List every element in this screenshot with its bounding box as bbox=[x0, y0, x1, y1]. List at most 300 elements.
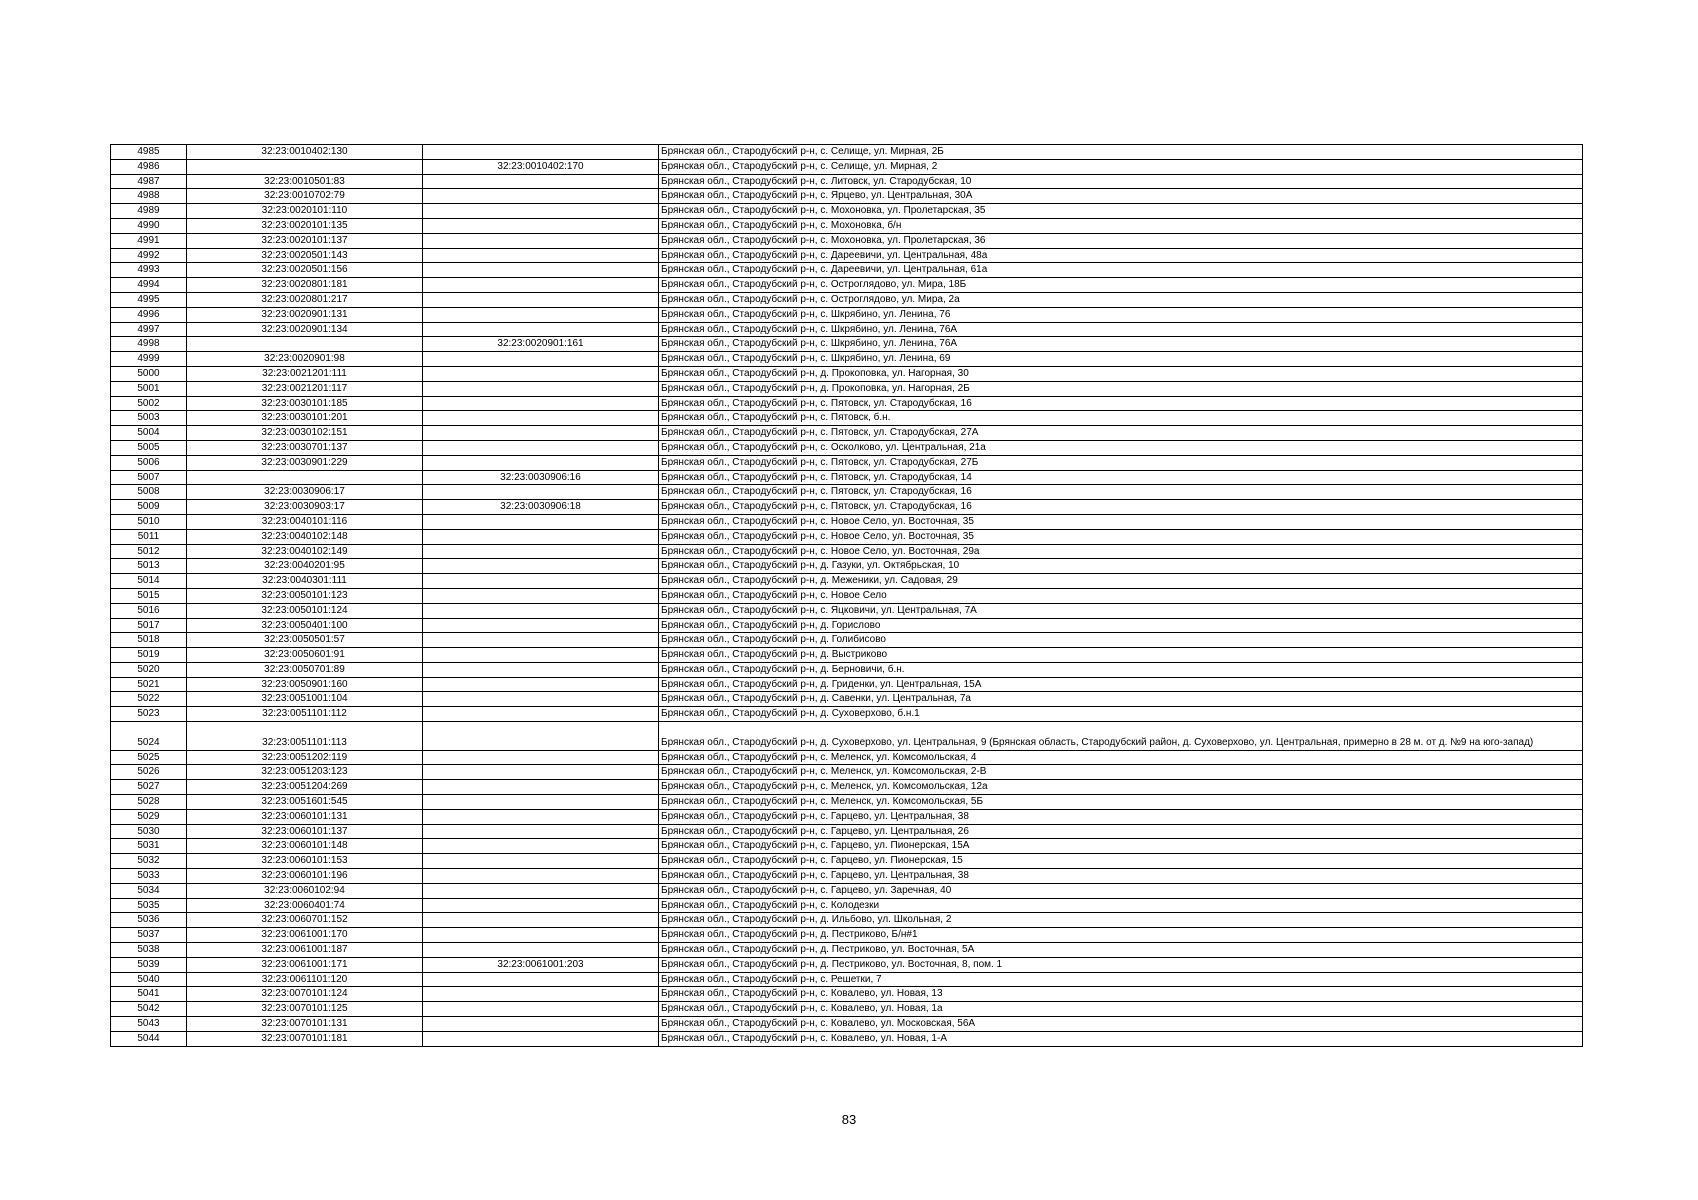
related-cadastral-number-cell bbox=[423, 263, 659, 278]
row-number-cell: 4997 bbox=[111, 322, 187, 337]
related-cadastral-number-cell bbox=[423, 352, 659, 367]
row-number-cell: 5040 bbox=[111, 972, 187, 987]
row-number-cell: 5020 bbox=[111, 662, 187, 677]
related-cadastral-number-cell bbox=[423, 809, 659, 824]
address-cell: Брянская обл., Стародубский р-н, с. Литовск, ул. Стародубская, 10 bbox=[659, 174, 1583, 189]
address-cell: Брянская обл., Стародубский р-н, д. Пестриково, ул. Восточная, 5А bbox=[659, 943, 1583, 958]
table-row bbox=[111, 574, 1583, 589]
related-cadastral-number-cell bbox=[423, 780, 659, 795]
related-cadastral-number-cell bbox=[423, 485, 659, 500]
address-cell: Брянская обл., Стародубский р-н, с. Новое Село, ул. Восточная, 29а bbox=[659, 544, 1583, 559]
row-number-cell: 5001 bbox=[111, 381, 187, 396]
address-cell: Брянская обл., Стародубский р-н, с. Пятовск, ул. Стародубская, 16 bbox=[659, 500, 1583, 515]
cadastral-number-cell: 32:23:0020801:217 bbox=[187, 292, 423, 307]
related-cadastral-number-cell bbox=[423, 839, 659, 854]
table-row bbox=[111, 189, 1583, 204]
related-cadastral-number-cell bbox=[423, 411, 659, 426]
address-cell: Брянская обл., Стародубский р-н, с. Шкрябино, ул. Ленина, 69 bbox=[659, 352, 1583, 367]
table-row bbox=[111, 559, 1583, 574]
cadastral-number-cell: 32:23:0051101:113 bbox=[187, 722, 423, 751]
cadastral-number-cell: 32:23:0051203:123 bbox=[187, 765, 423, 780]
row-number-cell: 5041 bbox=[111, 987, 187, 1002]
cadastral-number-cell: 32:23:0051204:269 bbox=[187, 780, 423, 795]
related-cadastral-number-cell bbox=[423, 648, 659, 663]
row-number-cell: 5013 bbox=[111, 559, 187, 574]
table-row bbox=[111, 159, 1583, 174]
cadastral-number-cell: 32:23:0061101:120 bbox=[187, 972, 423, 987]
table-row bbox=[111, 381, 1583, 396]
cadastral-number-cell: 32:23:0030701:137 bbox=[187, 440, 423, 455]
related-cadastral-number-cell bbox=[423, 307, 659, 322]
cadastral-number-cell: 32:23:0060101:131 bbox=[187, 809, 423, 824]
cadastral-number-cell: 32:23:0020101:137 bbox=[187, 233, 423, 248]
address-cell: Брянская обл., Стародубский р-н, д. Меженики, ул. Садовая, 29 bbox=[659, 574, 1583, 589]
table-row bbox=[111, 233, 1583, 248]
address-cell: Брянская обл., Стародубский р-н, с. Селище, ул. Мирная, 2 bbox=[659, 159, 1583, 174]
related-cadastral-number-cell bbox=[423, 559, 659, 574]
table-row bbox=[111, 943, 1583, 958]
address-cell: Брянская обл., Стародубский р-н, с. Меленск, ул. Комсомольская, 2-В bbox=[659, 765, 1583, 780]
table-row bbox=[111, 839, 1583, 854]
row-number-cell: 5042 bbox=[111, 1002, 187, 1017]
cadastral-number-cell: 32:23:0020801:181 bbox=[187, 278, 423, 293]
row-number-cell: 5026 bbox=[111, 765, 187, 780]
address-cell: Брянская обл., Стародубский р-н, с. Шкрябино, ул. Ленина, 76А bbox=[659, 322, 1583, 337]
table-row bbox=[111, 307, 1583, 322]
table-row bbox=[111, 514, 1583, 529]
table-row bbox=[111, 648, 1583, 663]
table-row bbox=[111, 292, 1583, 307]
cadastral-number-cell: 32:23:0070101:181 bbox=[187, 1031, 423, 1046]
related-cadastral-number-cell bbox=[423, 233, 659, 248]
address-cell: Брянская обл., Стародубский р-н, с. Остроглядово, ул. Мира, 2а bbox=[659, 292, 1583, 307]
table-row bbox=[111, 352, 1583, 367]
related-cadastral-number-cell bbox=[423, 455, 659, 470]
related-cadastral-number-cell bbox=[423, 824, 659, 839]
related-cadastral-number-cell bbox=[423, 707, 659, 722]
cadastral-number-cell bbox=[187, 159, 423, 174]
row-number-cell: 4991 bbox=[111, 233, 187, 248]
related-cadastral-number-cell bbox=[423, 987, 659, 1002]
table-row bbox=[111, 588, 1583, 603]
related-cadastral-number-cell bbox=[423, 529, 659, 544]
address-cell: Брянская обл., Стародубский р-н, с. Дареевичи, ул. Центральная, 61а bbox=[659, 263, 1583, 278]
table-row bbox=[111, 145, 1583, 160]
cadastral-number-cell: 32:23:0050501:57 bbox=[187, 633, 423, 648]
row-number-cell: 5010 bbox=[111, 514, 187, 529]
table-row bbox=[111, 440, 1583, 455]
related-cadastral-number-cell: 32:23:0020901:161 bbox=[423, 337, 659, 352]
related-cadastral-number-cell bbox=[423, 574, 659, 589]
table-row bbox=[111, 913, 1583, 928]
address-cell: Брянская обл., Стародубский р-н, с. Мохоновка, ул. Пролетарская, 36 bbox=[659, 233, 1583, 248]
row-number-cell: 4990 bbox=[111, 218, 187, 233]
address-cell: Брянская обл., Стародубский р-н, с. Гарцево, ул. Центральная, 38 bbox=[659, 809, 1583, 824]
related-cadastral-number-cell bbox=[423, 913, 659, 928]
address-cell: Брянская обл., Стародубский р-н, д. Прокоповка, ул. Нагорная, 30 bbox=[659, 366, 1583, 381]
row-number-cell: 5031 bbox=[111, 839, 187, 854]
related-cadastral-number-cell bbox=[423, 750, 659, 765]
address-cell: Брянская обл., Стародубский р-н, д. Гриденки, ул. Центральная, 15А bbox=[659, 677, 1583, 692]
address-cell: Брянская обл., Стародубский р-н, с. Осколково, ул. Центральная, 21а bbox=[659, 440, 1583, 455]
table-row bbox=[111, 662, 1583, 677]
row-number-cell: 5021 bbox=[111, 677, 187, 692]
row-number-cell: 5018 bbox=[111, 633, 187, 648]
table-row bbox=[111, 1031, 1583, 1046]
address-cell: Брянская обл., Стародубский р-н, с. Яцковичи, ул. Центральная, 7А bbox=[659, 603, 1583, 618]
table-row bbox=[111, 603, 1583, 618]
row-number-cell: 4999 bbox=[111, 352, 187, 367]
address-cell: Брянская обл., Стародубский р-н, с. Пятовск, ул. Стародубская, 27А bbox=[659, 426, 1583, 441]
table-row bbox=[111, 898, 1583, 913]
row-number-cell: 5009 bbox=[111, 500, 187, 515]
cadastral-number-cell: 32:23:0060401:74 bbox=[187, 898, 423, 913]
row-number-cell: 5023 bbox=[111, 707, 187, 722]
address-cell: Брянская обл., Стародубский р-н, с. Ковалево, ул. Новая, 1а bbox=[659, 1002, 1583, 1017]
related-cadastral-number-cell bbox=[423, 292, 659, 307]
related-cadastral-number-cell bbox=[423, 381, 659, 396]
address-cell: Брянская обл., Стародубский р-н, с. Новое Село, ул. Восточная, 35 bbox=[659, 529, 1583, 544]
table-row bbox=[111, 869, 1583, 884]
related-cadastral-number-cell bbox=[423, 322, 659, 337]
related-cadastral-number-cell bbox=[423, 189, 659, 204]
table-row bbox=[111, 1002, 1583, 1017]
cadastral-number-cell: 32:23:0051101:112 bbox=[187, 707, 423, 722]
related-cadastral-number-cell: 32:23:0030906:16 bbox=[423, 470, 659, 485]
related-cadastral-number-cell bbox=[423, 633, 659, 648]
row-number-cell: 4998 bbox=[111, 337, 187, 352]
address-cell: Брянская обл., Стародубский р-н, с. Остроглядово, ул. Мира, 18Б bbox=[659, 278, 1583, 293]
address-cell: Брянская обл., Стародубский р-н, с. Пятовск, ул. Стародубская, 27Б bbox=[659, 455, 1583, 470]
row-number-cell: 5027 bbox=[111, 780, 187, 795]
related-cadastral-number-cell bbox=[423, 928, 659, 943]
row-number-cell: 5039 bbox=[111, 957, 187, 972]
address-cell: Брянская обл., Стародубский р-н, с. Мохоновка, б/н bbox=[659, 218, 1583, 233]
cadastral-number-cell: 32:23:0010402:130 bbox=[187, 145, 423, 160]
related-cadastral-number-cell bbox=[423, 366, 659, 381]
table-row bbox=[111, 633, 1583, 648]
related-cadastral-number-cell bbox=[423, 972, 659, 987]
row-number-cell: 4992 bbox=[111, 248, 187, 263]
row-number-cell: 4988 bbox=[111, 189, 187, 204]
address-cell: Брянская обл., Стародубский р-н, д. Газуки, ул. Октябрьская, 10 bbox=[659, 559, 1583, 574]
row-number-cell: 4993 bbox=[111, 263, 187, 278]
row-number-cell: 5029 bbox=[111, 809, 187, 824]
table-row bbox=[111, 337, 1583, 352]
cadastral-number-cell: 32:23:0050701:89 bbox=[187, 662, 423, 677]
address-cell: Брянская обл., Стародубский р-н, д. Прокоповка, ул. Нагорная, 2Б bbox=[659, 381, 1583, 396]
cadastral-number-cell: 32:23:0060101:148 bbox=[187, 839, 423, 854]
table-row bbox=[111, 322, 1583, 337]
row-number-cell: 5025 bbox=[111, 750, 187, 765]
cadastral-number-cell: 32:23:0040201:95 bbox=[187, 559, 423, 574]
cadastral-number-cell: 32:23:0010702:79 bbox=[187, 189, 423, 204]
cadastral-number-cell: 32:23:0070101:124 bbox=[187, 987, 423, 1002]
row-number-cell: 5034 bbox=[111, 883, 187, 898]
cadastral-number-cell: 32:23:0040102:148 bbox=[187, 529, 423, 544]
registry-table bbox=[110, 144, 1583, 1047]
related-cadastral-number-cell bbox=[423, 440, 659, 455]
cadastral-number-cell: 32:23:0050401:100 bbox=[187, 618, 423, 633]
cadastral-number-cell: 32:23:0030102:151 bbox=[187, 426, 423, 441]
related-cadastral-number-cell bbox=[423, 722, 659, 751]
row-number-cell: 5003 bbox=[111, 411, 187, 426]
table-row bbox=[111, 883, 1583, 898]
cadastral-number-cell: 32:23:0051601:545 bbox=[187, 795, 423, 810]
page-number: 83 bbox=[841, 1112, 857, 1127]
row-number-cell: 5014 bbox=[111, 574, 187, 589]
address-cell: Брянская обл., Стародубский р-н, с. Дареевичи, ул. Центральная, 48а bbox=[659, 248, 1583, 263]
row-number-cell: 5016 bbox=[111, 603, 187, 618]
table-row bbox=[111, 263, 1583, 278]
cadastral-number-cell: 32:23:0040301:111 bbox=[187, 574, 423, 589]
cadastral-number-cell: 32:23:0040101:116 bbox=[187, 514, 423, 529]
table-row bbox=[111, 529, 1583, 544]
related-cadastral-number-cell bbox=[423, 898, 659, 913]
address-cell: Брянская обл., Стародубский р-н, с. Меленск, ул. Комсомольская, 12а bbox=[659, 780, 1583, 795]
cadastral-number-cell: 32:23:0060101:196 bbox=[187, 869, 423, 884]
row-number-cell: 5022 bbox=[111, 692, 187, 707]
row-number-cell: 5033 bbox=[111, 869, 187, 884]
table-row bbox=[111, 500, 1583, 515]
related-cadastral-number-cell bbox=[423, 218, 659, 233]
row-number-cell: 5007 bbox=[111, 470, 187, 485]
related-cadastral-number-cell: 32:23:0061001:203 bbox=[423, 957, 659, 972]
row-number-cell: 5017 bbox=[111, 618, 187, 633]
cadastral-number-cell: 32:23:0020101:110 bbox=[187, 204, 423, 219]
cadastral-number-cell: 32:23:0020101:135 bbox=[187, 218, 423, 233]
table-row bbox=[111, 218, 1583, 233]
row-number-cell: 5012 bbox=[111, 544, 187, 559]
cadastral-number-cell: 32:23:0020901:131 bbox=[187, 307, 423, 322]
table-row bbox=[111, 248, 1583, 263]
row-number-cell: 5006 bbox=[111, 455, 187, 470]
cadastral-number-cell: 32:23:0051001:104 bbox=[187, 692, 423, 707]
related-cadastral-number-cell bbox=[423, 1017, 659, 1032]
table-row bbox=[111, 470, 1583, 485]
row-number-cell: 5015 bbox=[111, 588, 187, 603]
address-cell: Брянская обл., Стародубский р-н, с. Гарцево, ул. Пионерская, 15А bbox=[659, 839, 1583, 854]
table-row bbox=[111, 618, 1583, 633]
address-cell: Брянская обл., Стародубский р-н, с. Шкрябино, ул. Ленина, 76 bbox=[659, 307, 1583, 322]
cadastral-number-cell: 32:23:0021201:111 bbox=[187, 366, 423, 381]
row-number-cell: 4996 bbox=[111, 307, 187, 322]
row-number-cell: 5004 bbox=[111, 426, 187, 441]
related-cadastral-number-cell bbox=[423, 869, 659, 884]
row-number-cell: 5032 bbox=[111, 854, 187, 869]
cadastral-number-cell: 32:23:0030101:185 bbox=[187, 396, 423, 411]
cadastral-number-cell: 32:23:0050901:160 bbox=[187, 677, 423, 692]
row-number-cell: 4994 bbox=[111, 278, 187, 293]
address-cell: Брянская обл., Стародубский р-н, с. Гарцево, ул. Заречная, 40 bbox=[659, 883, 1583, 898]
address-cell: Брянская обл., Стародубский р-н, с. Гарцево, ул. Пионерская, 15 bbox=[659, 854, 1583, 869]
address-cell: Брянская обл., Стародубский р-н, с. Пятовск, ул. Стародубская, 16 bbox=[659, 396, 1583, 411]
related-cadastral-number-cell bbox=[423, 544, 659, 559]
cadastral-number-cell: 32:23:0020901:98 bbox=[187, 352, 423, 367]
table-row bbox=[111, 278, 1583, 293]
table-row bbox=[111, 426, 1583, 441]
cadastral-number-cell: 32:23:0020501:143 bbox=[187, 248, 423, 263]
table-row bbox=[111, 544, 1583, 559]
table-row bbox=[111, 809, 1583, 824]
related-cadastral-number-cell bbox=[423, 174, 659, 189]
cadastral-number-cell: 32:23:0030101:201 bbox=[187, 411, 423, 426]
cadastral-number-cell: 32:23:0051202:119 bbox=[187, 750, 423, 765]
related-cadastral-number-cell bbox=[423, 618, 659, 633]
address-cell: Брянская обл., Стародубский р-н, д. Савенки, ул. Центральная, 7а bbox=[659, 692, 1583, 707]
address-cell: Брянская обл., Стародубский р-н, д. Пестриково, Б/н#1 bbox=[659, 928, 1583, 943]
table-row bbox=[111, 396, 1583, 411]
row-number-cell: 4986 bbox=[111, 159, 187, 174]
address-cell: Брянская обл., Стародубский р-н, с. Гарцево, ул. Центральная, 26 bbox=[659, 824, 1583, 839]
cadastral-number-cell: 32:23:0021201:117 bbox=[187, 381, 423, 396]
row-number-cell: 5005 bbox=[111, 440, 187, 455]
address-cell: Брянская обл., Стародубский р-н, д. Ильбово, ул. Школьная, 2 bbox=[659, 913, 1583, 928]
table-row bbox=[111, 722, 1583, 751]
cadastral-number-cell: 32:23:0060701:152 bbox=[187, 913, 423, 928]
address-cell: Брянская обл., Стародубский р-н, с. Меленск, ул. Комсомольская, 4 bbox=[659, 750, 1583, 765]
address-cell: Брянская обл., Стародубский р-н, с. Ковалево, ул. Новая, 1-А bbox=[659, 1031, 1583, 1046]
cadastral-number-cell: 32:23:0040102:149 bbox=[187, 544, 423, 559]
related-cadastral-number-cell bbox=[423, 883, 659, 898]
table-row bbox=[111, 957, 1583, 972]
row-number-cell: 5000 bbox=[111, 366, 187, 381]
table-row bbox=[111, 750, 1583, 765]
cadastral-number-cell bbox=[187, 337, 423, 352]
cadastral-number-cell: 32:23:0050101:124 bbox=[187, 603, 423, 618]
table-row bbox=[111, 692, 1583, 707]
table-row bbox=[111, 174, 1583, 189]
address-cell: Брянская обл., Стародубский р-н, д. Берновичи, б.н. bbox=[659, 662, 1583, 677]
address-cell: Брянская обл., Стародубский р-н, с. Пятовск, б.н. bbox=[659, 411, 1583, 426]
cadastral-number-cell: 32:23:0030903:17 bbox=[187, 500, 423, 515]
table-row bbox=[111, 1017, 1583, 1032]
cadastral-number-cell: 32:23:0030906:17 bbox=[187, 485, 423, 500]
related-cadastral-number-cell bbox=[423, 1031, 659, 1046]
row-number-cell: 5043 bbox=[111, 1017, 187, 1032]
table-row bbox=[111, 455, 1583, 470]
address-cell: Брянская обл., Стародубский р-н, с. Ковалево, ул. Московская, 56А bbox=[659, 1017, 1583, 1032]
table-row bbox=[111, 972, 1583, 987]
address-cell: Брянская обл., Стародубский р-н, д. Суховерхово, ул. Центральная, 9 (Брянская область, Стародубский район, д. Суховерхово, ул. Центральная, примерно в 28 м. от д. №9 на юго-запад) bbox=[659, 722, 1583, 751]
cadastral-number-cell: 32:23:0070101:125 bbox=[187, 1002, 423, 1017]
related-cadastral-number-cell bbox=[423, 677, 659, 692]
table-row bbox=[111, 987, 1583, 1002]
address-cell: Брянская обл., Стародубский р-н, с. Пятовск, ул. Стародубская, 16 bbox=[659, 485, 1583, 500]
registry-table-body bbox=[111, 145, 1583, 1047]
table-row bbox=[111, 204, 1583, 219]
table-row bbox=[111, 928, 1583, 943]
cadastral-number-cell: 32:23:0060101:153 bbox=[187, 854, 423, 869]
table-row bbox=[111, 411, 1583, 426]
address-cell: Брянская обл., Стародубский р-н, д. Выстриково bbox=[659, 648, 1583, 663]
row-number-cell: 4995 bbox=[111, 292, 187, 307]
address-cell: Брянская обл., Стародубский р-н, с. Селище, ул. Мирная, 2Б bbox=[659, 145, 1583, 160]
cadastral-number-cell: 32:23:0020501:156 bbox=[187, 263, 423, 278]
related-cadastral-number-cell bbox=[423, 248, 659, 263]
related-cadastral-number-cell bbox=[423, 795, 659, 810]
table-row bbox=[111, 677, 1583, 692]
row-number-cell: 5035 bbox=[111, 898, 187, 913]
cadastral-number-cell: 32:23:0050101:123 bbox=[187, 588, 423, 603]
related-cadastral-number-cell bbox=[423, 1002, 659, 1017]
cadastral-number-cell: 32:23:0060101:137 bbox=[187, 824, 423, 839]
related-cadastral-number-cell bbox=[423, 514, 659, 529]
address-cell: Брянская обл., Стародубский р-н, д. Пестриково, ул. Восточная, 8, пом. 1 bbox=[659, 957, 1583, 972]
address-cell: Брянская обл., Стародубский р-н, д. Суховерхово, б.н.1 bbox=[659, 707, 1583, 722]
address-cell: Брянская обл., Стародубский р-н, с. Меленск, ул. Комсомольская, 5Б bbox=[659, 795, 1583, 810]
row-number-cell: 4989 bbox=[111, 204, 187, 219]
row-number-cell: 5044 bbox=[111, 1031, 187, 1046]
cadastral-number-cell bbox=[187, 470, 423, 485]
cadastral-number-cell: 32:23:0070101:131 bbox=[187, 1017, 423, 1032]
address-cell: Брянская обл., Стародубский р-н, д. Горислово bbox=[659, 618, 1583, 633]
table-row bbox=[111, 765, 1583, 780]
row-number-cell: 5008 bbox=[111, 485, 187, 500]
address-cell: Брянская обл., Стародубский р-н, с. Ковалево, ул. Новая, 13 bbox=[659, 987, 1583, 1002]
address-cell: Брянская обл., Стародубский р-н, с. Шкрябино, ул. Ленина, 76А bbox=[659, 337, 1583, 352]
table-row bbox=[111, 366, 1583, 381]
related-cadastral-number-cell bbox=[423, 943, 659, 958]
address-cell: Брянская обл., Стародубский р-н, д. Голибисово bbox=[659, 633, 1583, 648]
row-number-cell: 5011 bbox=[111, 529, 187, 544]
row-number-cell: 5030 bbox=[111, 824, 187, 839]
cadastral-number-cell: 32:23:0010501:83 bbox=[187, 174, 423, 189]
cadastral-number-cell: 32:23:0060102:94 bbox=[187, 883, 423, 898]
related-cadastral-number-cell bbox=[423, 278, 659, 293]
related-cadastral-number-cell bbox=[423, 588, 659, 603]
address-cell: Брянская обл., Стародубский р-н, с. Ярцево, ул. Центральная, 30А bbox=[659, 189, 1583, 204]
related-cadastral-number-cell bbox=[423, 426, 659, 441]
address-cell: Брянская обл., Стародубский р-н, с. Новое Село, ул. Восточная, 35 bbox=[659, 514, 1583, 529]
row-number-cell: 5024 bbox=[111, 722, 187, 751]
address-cell: Брянская обл., Стародубский р-н, с. Новое Село bbox=[659, 588, 1583, 603]
table-row bbox=[111, 795, 1583, 810]
related-cadastral-number-cell: 32:23:0030906:18 bbox=[423, 500, 659, 515]
row-number-cell: 4985 bbox=[111, 145, 187, 160]
related-cadastral-number-cell bbox=[423, 662, 659, 677]
row-number-cell: 5002 bbox=[111, 396, 187, 411]
table-row bbox=[111, 485, 1583, 500]
related-cadastral-number-cell: 32:23:0010402:170 bbox=[423, 159, 659, 174]
address-cell: Брянская обл., Стародубский р-н, с. Колодезки bbox=[659, 898, 1583, 913]
row-number-cell: 5019 bbox=[111, 648, 187, 663]
cadastral-number-cell: 32:23:0061001:187 bbox=[187, 943, 423, 958]
table-row bbox=[111, 824, 1583, 839]
row-number-cell: 5028 bbox=[111, 795, 187, 810]
row-number-cell: 5036 bbox=[111, 913, 187, 928]
table-row bbox=[111, 707, 1583, 722]
cadastral-number-cell: 32:23:0030901:229 bbox=[187, 455, 423, 470]
address-cell: Брянская обл., Стародубский р-н, с. Решетки, 7 bbox=[659, 972, 1583, 987]
related-cadastral-number-cell bbox=[423, 145, 659, 160]
cadastral-number-cell: 32:23:0061001:170 bbox=[187, 928, 423, 943]
cadastral-number-cell: 32:23:0020901:134 bbox=[187, 322, 423, 337]
related-cadastral-number-cell bbox=[423, 692, 659, 707]
related-cadastral-number-cell bbox=[423, 765, 659, 780]
row-number-cell: 5037 bbox=[111, 928, 187, 943]
related-cadastral-number-cell bbox=[423, 603, 659, 618]
related-cadastral-number-cell bbox=[423, 396, 659, 411]
table-row bbox=[111, 780, 1583, 795]
row-number-cell: 5038 bbox=[111, 943, 187, 958]
related-cadastral-number-cell bbox=[423, 854, 659, 869]
related-cadastral-number-cell bbox=[423, 204, 659, 219]
address-cell: Брянская обл., Стародубский р-н, с. Мохоновка, ул. Пролетарская, 35 bbox=[659, 204, 1583, 219]
cadastral-number-cell: 32:23:0050601:91 bbox=[187, 648, 423, 663]
cadastral-number-cell: 32:23:0061001:171 bbox=[187, 957, 423, 972]
address-cell: Брянская обл., Стародубский р-н, с. Пятовск, ул. Стародубская, 14 bbox=[659, 470, 1583, 485]
